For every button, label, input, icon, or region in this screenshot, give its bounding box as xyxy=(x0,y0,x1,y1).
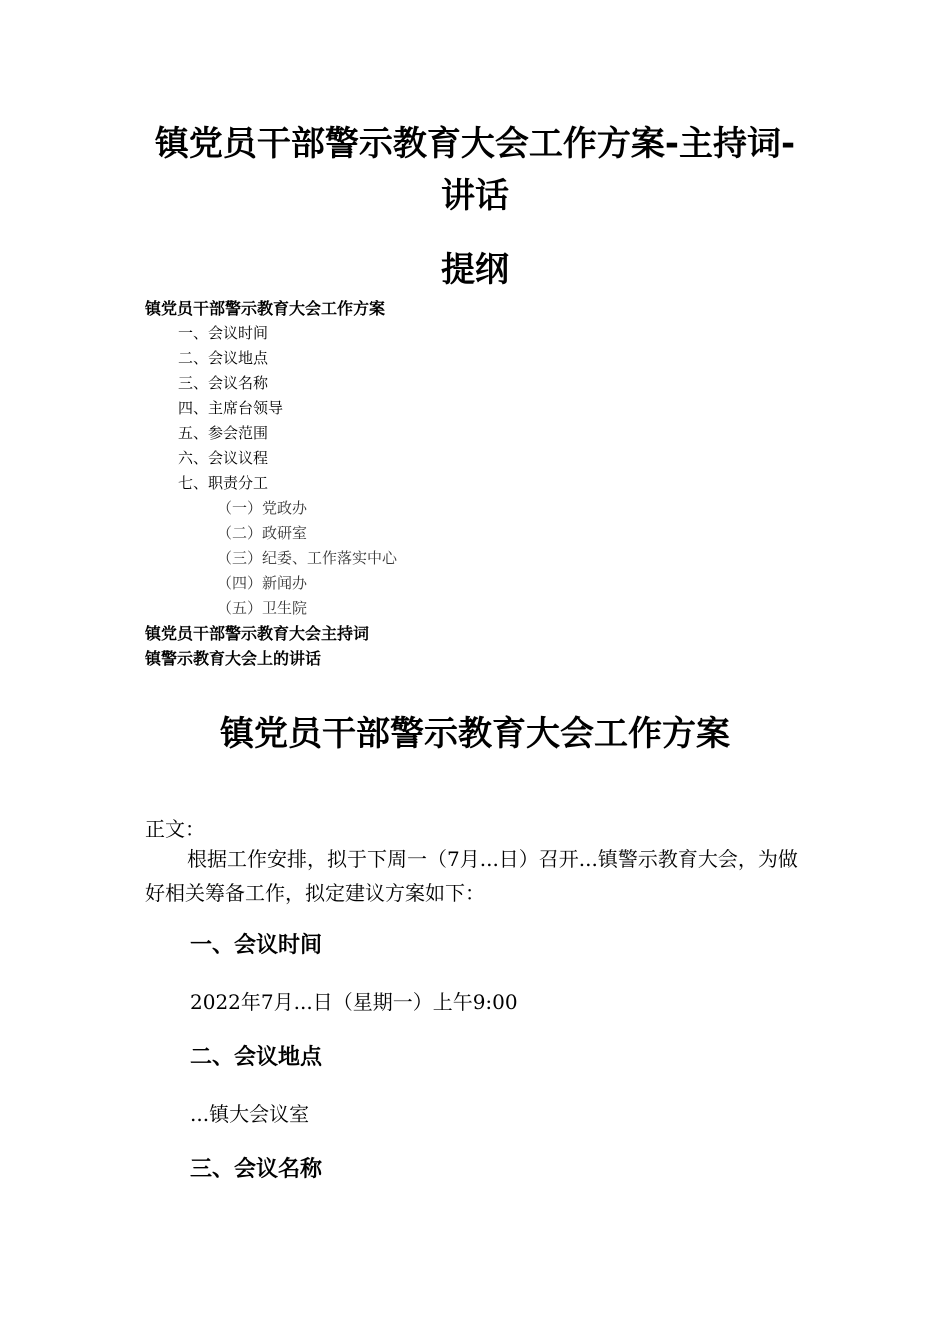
document-title xyxy=(100,118,850,222)
toc-item[interactable]: 七、职责分工 xyxy=(178,474,269,492)
toc-item[interactable]: （二）政研室 xyxy=(217,524,308,542)
meeting-time-value: 2022年7月...日（星期一）上午9:00 xyxy=(190,990,518,1014)
toc-item[interactable]: 五、参会范围 xyxy=(178,424,269,442)
table-of-contents xyxy=(145,296,845,671)
section-title: 镇党员干部警示教育大会工作方案 xyxy=(220,714,730,754)
heading-meeting-time: 一、会议时间 xyxy=(190,933,323,958)
toc-item[interactable]: 一、会议时间 xyxy=(178,324,269,342)
toc-item[interactable]: 二、会议地点 xyxy=(178,349,269,367)
toc-item[interactable]: 镇党员干部警示教育大会主持词 xyxy=(145,624,370,643)
toc-heading: 提纲 xyxy=(441,250,509,290)
toc-item[interactable]: 三、会议名称 xyxy=(178,374,269,392)
toc-item[interactable]: （五）卫生院 xyxy=(217,599,308,617)
heading-meeting-name: 三、会议名称 xyxy=(190,1157,323,1182)
toc-item[interactable]: 镇警示教育大会上的讲话 xyxy=(145,649,322,668)
toc-item[interactable]: （四）新闻办 xyxy=(217,574,308,592)
intro-paragraph: 根据工作安排，拟于下周一（7月...日）召开...镇警示教育大会，为做好相关筹备工作，拟定建议方案如下： xyxy=(145,847,798,905)
document-title-line-1: 镇党员干部警示教育大会工作方案-主持词- xyxy=(154,124,796,164)
heading-meeting-place: 二、会议地点 xyxy=(190,1045,323,1070)
toc-item[interactable]: （一）党政办 xyxy=(217,499,308,517)
body-label: 正文： xyxy=(145,817,205,841)
toc-item[interactable]: 六、会议议程 xyxy=(178,449,269,467)
document-title-line-2: 讲话 xyxy=(441,176,509,216)
toc-item[interactable]: 镇党员干部警示教育大会工作方案 xyxy=(145,299,386,318)
toc-item[interactable]: （三）纪委、工作落实中心 xyxy=(217,549,398,567)
meeting-place-value: ...镇大会议室 xyxy=(190,1102,310,1126)
toc-item[interactable]: 四、主席台领导 xyxy=(178,399,284,417)
